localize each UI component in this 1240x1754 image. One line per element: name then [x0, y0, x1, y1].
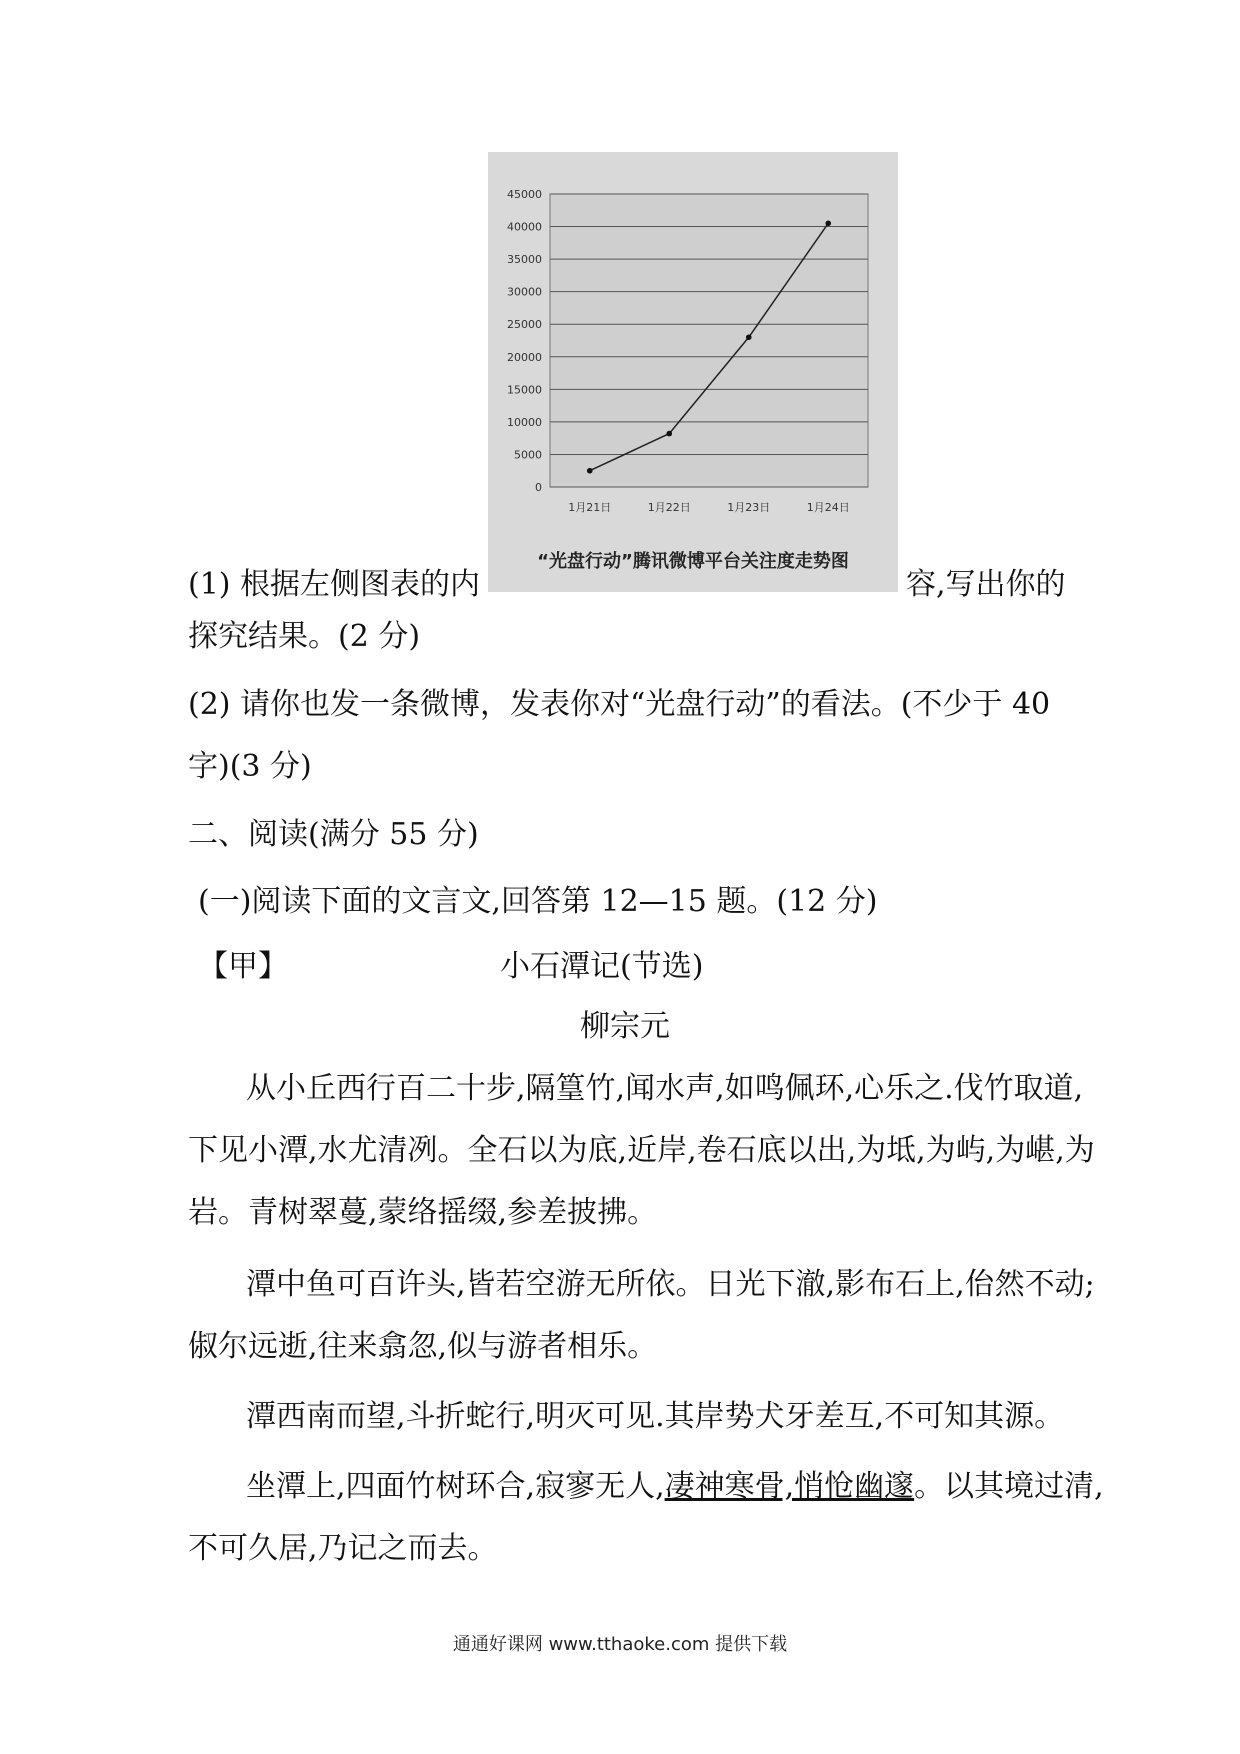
y-tick-label: 45000	[507, 188, 542, 201]
x-tick-label: 1月24日	[806, 501, 850, 514]
q2-line2: 字)(3 分)	[188, 749, 312, 784]
passage-title: 小石潭记(节选)	[500, 949, 704, 984]
q1-line1-right: 容,写出你的	[906, 567, 1066, 602]
y-tick-label: 5000	[514, 448, 542, 462]
q1-line2: 探究结果。(2 分)	[188, 619, 421, 654]
p2-line2: 俶尔远逝,往来翕忽,似与游者相乐。	[188, 1329, 658, 1364]
q1-line1-left: (1) 根据左侧图表的内	[188, 567, 481, 602]
line-chart	[488, 152, 898, 592]
y-tick-label: 40000	[507, 220, 542, 234]
data-point	[825, 221, 831, 227]
data-point	[666, 431, 672, 437]
p4-underlined-text: 凄神寒骨,悄怆幽邃	[664, 1469, 915, 1504]
q2-line1: (2) 请你也发一条微博，发表你对“光盘行动”的看法。(不少于 40	[188, 687, 1051, 722]
section-heading: 二、阅读(满分 55 分)	[188, 817, 479, 852]
p1-line1: 从小丘西行百二十步,隔篁竹,闻水声,如鸣佩环,心乐之.伐竹取道,	[246, 1071, 1084, 1106]
p4-line2: 不可久居,乃记之而去。	[188, 1531, 498, 1566]
data-point	[746, 334, 752, 340]
y-tick-label: 30000	[507, 285, 542, 299]
p4-text-b: 。以其境过清,	[914, 1469, 1104, 1504]
y-tick-label: 20000	[507, 350, 542, 364]
x-tick-label: 1月21日	[568, 501, 612, 514]
passage-author: 柳宗元	[580, 1009, 670, 1044]
passage-tag: 【甲】	[198, 949, 288, 984]
y-tick-label: 35000	[507, 253, 542, 267]
footer-credit: 通通好课网 www.tthaoke.com 提供下载	[452, 1634, 788, 1655]
p4-line1	[246, 1470, 1104, 1504]
p2-line1: 潭中鱼可百许头,皆若空游无所依。日光下澈,影布石上,佁然不动;	[246, 1267, 1095, 1302]
x-tick-label: 1月23日	[727, 501, 771, 514]
chart-caption: “光盘行动”腾讯微博平台关注度走势图	[537, 551, 849, 572]
subsection-heading: (一)阅读下面的文言文,回答第 12—15 题。(12 分)	[198, 884, 878, 919]
y-tick-label: 25000	[507, 318, 542, 332]
y-tick-label: 0	[535, 481, 542, 494]
chart-figure	[488, 152, 898, 592]
y-tick-label: 15000	[507, 383, 542, 397]
p4-text-a: 坐潭上,四面竹树环合,寂寥无人,	[246, 1469, 665, 1504]
p3-line1: 潭西南而望,斗折蛇行,明灭可见.其岸势犬牙差互,不可知其源。	[246, 1399, 1065, 1434]
x-tick-label: 1月22日	[647, 501, 691, 514]
plot-area	[550, 194, 868, 487]
p1-line2: 下见小潭,水尤清冽。全石以为底,近岸,卷石底以出,为坻,为屿,为嵁,为	[188, 1133, 1095, 1168]
p1-line3: 岩。青树翠蔓,蒙络摇缀,参差披拂。	[188, 1195, 658, 1230]
y-tick-label: 10000	[507, 415, 542, 429]
data-point	[587, 468, 593, 474]
